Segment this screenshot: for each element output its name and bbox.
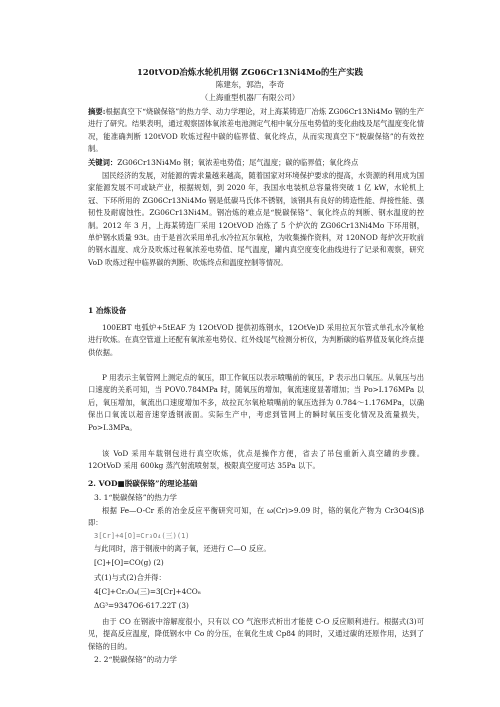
abstract-label: 摘要: bbox=[88, 107, 106, 116]
abstract-text: 根据真空下“烧碳保铬”的热力学、动力学理论，对上海某铸造厂冶炼 ZG06Cr13Ni4Mo 钢的生产进行了研究。结果表明，通过观察固体氧浓差电池测定气相中氧分压电势值的变化曲线及尾气温度变化情况，能准确判断 120tVOD 吹炼过程中碳的临界值、氧化终点，从而实现真空下“脱碳保铬”的有效控制。 bbox=[88, 107, 424, 154]
equation-3-energy: ΔG³=9347O6-617.22T (3) bbox=[94, 601, 189, 610]
section2-2-heading: 2. 2“脱碳保铬”的动力学 bbox=[94, 655, 178, 664]
section1-heading: 1 冶炼设备 bbox=[88, 306, 127, 315]
document-title: 120tVOD冶炼水轮机用钢 ZG06Cr13Ni4Mo的生产实践 bbox=[136, 67, 364, 77]
section2-1-conclusion: 由于 CO 在钢液中溶解度很小，只有以 CO 气泡形式析出才能使 C-O 反应顺利进行。根据式(3)可见，提高反应温度，降低钢水中 Co 的分压，在氧化生成 Cp84 的同时，又通过碳的还原作用，达到了保铬的目的。 bbox=[88, 617, 424, 651]
section2-heading: 2. VOD■脱碳保铬”的理论基础 bbox=[88, 479, 198, 488]
keywords-paragraph bbox=[88, 157, 424, 169]
abstract-paragraph bbox=[88, 106, 424, 156]
section1-paragraph-1: 100EBT 电弧炉+5tEAF 为 12OtVOD 提供初炼钢水，12OtVe)D 采用拉瓦尔管式单孔水冷氧枪进行吹炼。在真空管道上还配有氧浓差电势仪、红外线尾气检测分析仪，为判断碳的临界值及氧化终点提供依据。 bbox=[88, 323, 424, 357]
equation-3: 4[C]+Cr₃O₄(三)=3[Cr]+4CO₈ bbox=[94, 587, 201, 596]
section2-1-heading: 3. 1“脱碳保铬”的热力学 bbox=[94, 493, 178, 502]
combine-text: 式(1)与式(2)合并得： bbox=[94, 573, 166, 582]
document-affiliation: （上海重型机器厂有限公司） bbox=[200, 93, 300, 102]
intro-paragraph: 国民经济的发展，对能源的需求量越来越高，随着国家对环境保护要求的提高，水资源的利用成为国家能源发展不可或缺产业，根据规划，到 2020 年，我国水电装机总容量将突破 1 亿 kW，水轮机上冠、下环所用的 ZG06Cr13Ni4Mo 钢是低碳马氏体不锈钢，该钢具有良好的铸造性能、焊接性能、强韧性及耐腐蚀性。ZG06Cr13Ni4M。钢冶炼的难点是“脱碳保铬”、氧化终点的判断、钢水温度的控制。2012 年 3 月，上海某铸造厂采用 12OtVOD 冶炼了 5 个炉次的 ZG06Cr13Ni4Mo 下环用钢，单炉钢水质量 93t。由于是首次采用单孔水冷拉瓦尔氧枪，为收集操作资料，对 120NOD 每炉次开吹前的钢水温度、成分及吹炼过程氧浓差电势值、尾气温度，罐内真空度变化曲线进行了记录和观察，研究 VoD 吹炼过程中临界碳的判断、吹炼终点和温度控制等情况。 bbox=[88, 171, 424, 267]
keywords-text: ZG06Cr13Ni4Mo 钢；氧浓差电势值；尾气温度；碳的临界值；氧化终点 bbox=[117, 158, 359, 167]
keywords-label: 关键词： bbox=[88, 158, 118, 167]
document-authors: 陈建东，郭浩，李奇 bbox=[215, 80, 285, 89]
section2-1-text: 根据 Fe—O-Cr 系的冶金反应平衡研究可知，在 ω(Cr)>9.09 时，铬的氧化产物为 Cr3O4(S)β 即： bbox=[88, 506, 424, 528]
equation-2: [C]+[O]=CO(g) (2) bbox=[94, 558, 164, 567]
section1-paragraph-2: P 用表示主氧管网上测定点的氧压，即工作氧压以表示喷嘴前的氧压，P 表示出口氧压。从氧压与出口速度的关系可知，当 POV0.784MPa 时，随氧压的增加，氧流速度显著增加；当 Po>I.176MPa 以后，氧压增加，氧流出口速度增加不多，故拉瓦尔氧枪喷嘴前的氧压选择为 0.784～1.176MPa，以确保出口氧流以超音速穿透钢液面。实际生产中，考虑到管网上的瞬时氧压变化情况及流量损失，Po>I.3MPa。 bbox=[88, 373, 424, 432]
equation-1-note: 与此同时，溶于钢液中的离子氧，还进行 C—O 反应。 bbox=[94, 544, 271, 553]
equation-1: 3[Cr]+4[O]=Cr₃O₄(三)(1) bbox=[94, 532, 190, 540]
section1-paragraph-3: 该 VoD 采用车载钢包进行真空吹炼，优点是操作方便，省去了吊包重新入真空罐的步骤。12OtVoD 采用 600kg 蒸汽射流喷射泵，极限真空度可达 35Pa 以下。 bbox=[88, 449, 424, 471]
